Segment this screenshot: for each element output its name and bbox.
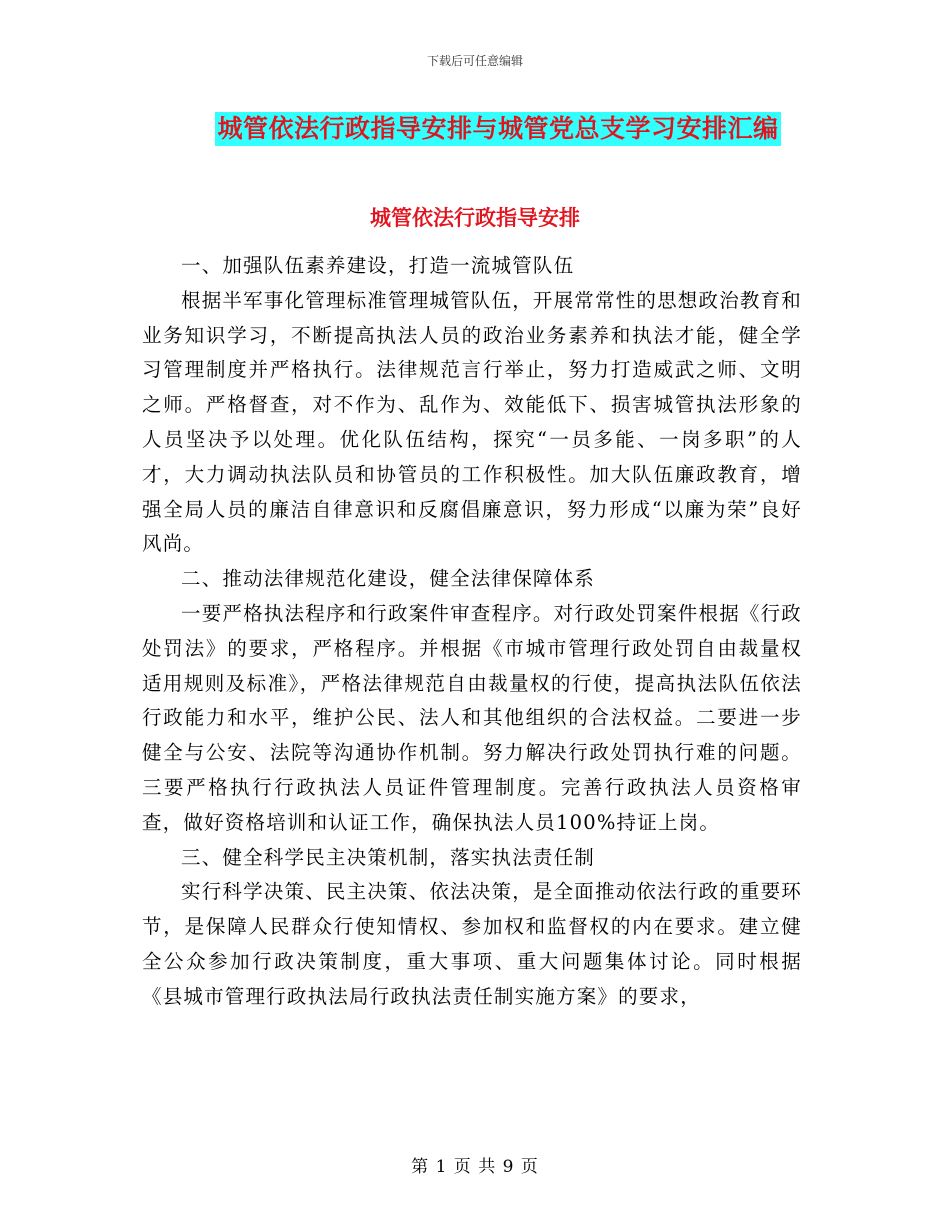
- heading-1: 一、加强队伍素养建设，打造一流城管队伍: [181, 254, 575, 277]
- main-title: 城管依法行政指导安排与城管党总支学习安排汇编: [215, 112, 780, 146]
- page-number-footer: 第 1 页 共 9 页: [411, 1157, 539, 1177]
- paragraph-1: 根据半军事化管理标准管理城管队伍，开展常常性的思想政治教育和业务知识学习，不断提高执法人员的政治业务素养和执法才能，健全学习管理制度并严格执行。法律规范言行举止，努力打造威武之师、文明之师。严格督查，对不作为、乱作为、效能低下、损害城管执法形象的人员坚决予以处理。优化队伍结构，探究“一员多能、一岗多职”的人才，大力调动执法队员和协管员的工作积极性。加大队伍廉政教育，增强全局人员的廉洁自律意识和反腐倡廉意识，努力形成“以廉为荣”良好风尚。: [142, 288, 803, 556]
- header-note: 下载后可任意编辑: [426, 54, 523, 68]
- document-body: [142, 249, 802, 1015]
- heading-3: 三、健全科学民主决策机制，落实执法责任制: [181, 845, 596, 869]
- heading-2: 二、推动法律规范化建设，健全法律保障体系: [181, 567, 596, 591]
- paragraph-2: 一要严格执法程序和行政案件审查程序。对行政处罚案件根据《行政处罚法》的要求，严格程序。并根据《市城市管理行政处罚自由裁量权适用规则及标准》，严格法律规范自由裁量权的行使，提高执法队伍依法行政能力和水平，维护公民、法人和其他组织的合法权益。二要进一步健全与公安、法院等沟通协作机制。努力解决行政处罚执行难的问题。三要严格执行行政执法人员证件管理制度。完善行政执法人员资格审查，做好资格培训和认证工作，确保执法人员100%持证上岗。: [142, 601, 803, 834]
- main-title-container: [0, 112, 950, 146]
- section-title: 城管依法行政指导安排: [370, 206, 580, 230]
- paragraph-3: 实行科学决策、民主决策、依法决策，是全面推动依法行政的重要环节，是保障人民群众行使知情权、参加权和监督权的内在要求。建立健全公众参加行政决策制度，重大事项、重大问题集体讨论。同时根据《县城市管理行政执法局行政执法责任制实施方案》的要求，: [142, 880, 803, 1008]
